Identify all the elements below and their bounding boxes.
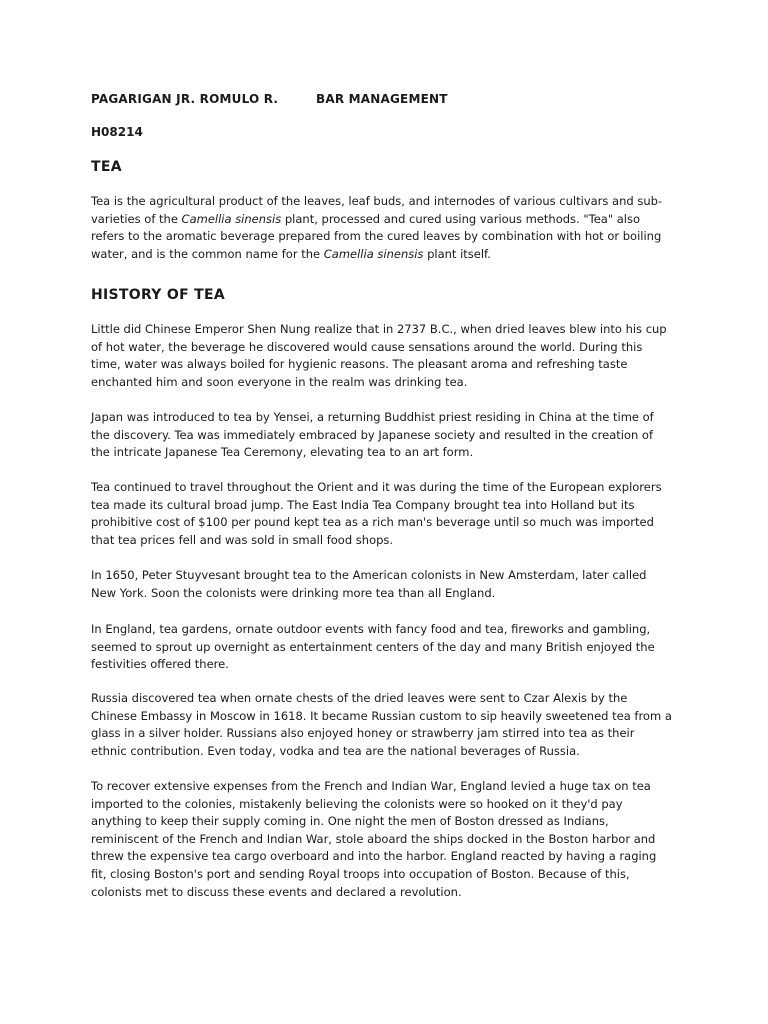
text-line: Chinese Embassy in Moscow in 1618. It became Russian custom to sip heavily sweetened tea from a <box>91 708 672 723</box>
text-line: the discovery. Tea was immediately embraced by Japanese society and resulted in the creation of <box>91 427 654 442</box>
text-line: Russia discovered tea when ornate chests of the dried leaves were sent to Czar Alexis by the <box>91 691 628 705</box>
text-line: In 1650, Peter Stuyvesant brought tea to the American colonists in New Amsterdam, later called <box>91 568 647 582</box>
text-line: threw the expensive tea cargo overboard and into the harbor. England reacted by having a raging <box>91 849 657 864</box>
text-line: seemed to sprout up overnight as entertainment centers of the day and many British enjoyed the <box>91 639 655 654</box>
italic-term: Camellia sinensis <box>323 246 424 261</box>
text-line: imported to the colonies, mistakenly believing the colonists were so hooked on it they'd pay <box>91 796 623 811</box>
paragraph-tea-intro <box>91 193 681 263</box>
text-line: Japan was introduced to tea by Yensei, a returning Buddhist priest residing in China at the time of <box>91 410 654 424</box>
history-paragraph-4 <box>91 567 681 602</box>
history-paragraph-6 <box>91 690 681 760</box>
history-paragraph-1 <box>91 321 681 391</box>
text-line: time, water was always boiled for hygienic reasons. The pleasant aroma and refreshing taste <box>91 357 628 372</box>
text-line: To recover extensive expenses from the French and Indian War, England levied a huge tax on tea <box>91 779 651 793</box>
text-line: prohibitive cost of $100 per pound kept tea as a rich man's beverage until so much was imported <box>91 515 654 530</box>
text-line: Tea is the agricultural product of the leaves, leaf buds, and internodes of various cultivars and sub- <box>91 194 663 208</box>
text-line: varieties of the Camellia sinensis plant, processed and cured using various methods. "Tea" also <box>91 211 641 226</box>
text-line: the intricate Japanese Tea Ceremony, elevating tea to an art form. <box>91 445 474 460</box>
text-line: tea made its cultural broad jump. The East India Tea Company brought tea into Holland but its <box>91 497 635 512</box>
history-paragraph-5 <box>91 621 681 674</box>
text-line: festivities offered there. <box>91 657 229 672</box>
student-id: H08214 <box>91 125 143 139</box>
text-line: fit, closing Boston's port and sending Royal troops into occupation of Boston. Because of this, <box>91 866 630 881</box>
text-line: Little did Chinese Emperor Shen Nung realize that in 2737 B.C., when dried leaves blew into his cup <box>91 322 667 336</box>
history-paragraph-7 <box>91 778 681 901</box>
text-line: ethnic contribution. Even today, vodka and tea are the national beverages of Russia. <box>91 743 580 758</box>
history-paragraph-3 <box>91 479 681 549</box>
text-line: that tea prices fell and was sold in small food shops. <box>91 532 394 547</box>
document-header <box>91 92 448 106</box>
text-line: New York. Soon the colonists were drinking more tea than all England. <box>91 585 496 600</box>
text-line: water, and is the common name for the Camellia sinensis plant itself. <box>91 246 491 261</box>
text-line: colonists met to discuss these events and declared a revolution. <box>91 884 462 899</box>
text-line: refers to the aromatic beverage prepared from the cured leaves by combination with hot or boiling <box>91 229 662 244</box>
text-line: of hot water, the beverage he discovered would cause sensations around the world. During this <box>91 339 643 354</box>
text-line: anything to keep their supply coming in. One night the men of Boston dressed as Indians, <box>91 814 609 829</box>
text-line: Tea continued to travel throughout the Orient and it was during the time of the European explorers <box>91 480 662 494</box>
history-paragraph-2 <box>91 409 681 462</box>
course-subject: BAR MANAGEMENT <box>316 92 448 106</box>
text-line: In England, tea gardens, ornate outdoor events with fancy food and tea, fireworks and gambling, <box>91 622 651 636</box>
text-line: glass in a silver holder. Russians also enjoyed honey or strawberry jam stirred into tea as their <box>91 726 635 741</box>
author-name: PAGARIGAN JR. ROMULO R. <box>91 92 279 106</box>
text-line: reminiscent of the French and Indian War, stole aboard the ships docked in the Boston harbor and <box>91 831 656 846</box>
section-title-tea: TEA <box>91 159 122 175</box>
text-line: enchanted him and soon everyone in the realm was drinking tea. <box>91 374 468 389</box>
section-title-history: HISTORY OF TEA <box>91 287 225 303</box>
italic-term: Camellia sinensis <box>181 211 282 226</box>
